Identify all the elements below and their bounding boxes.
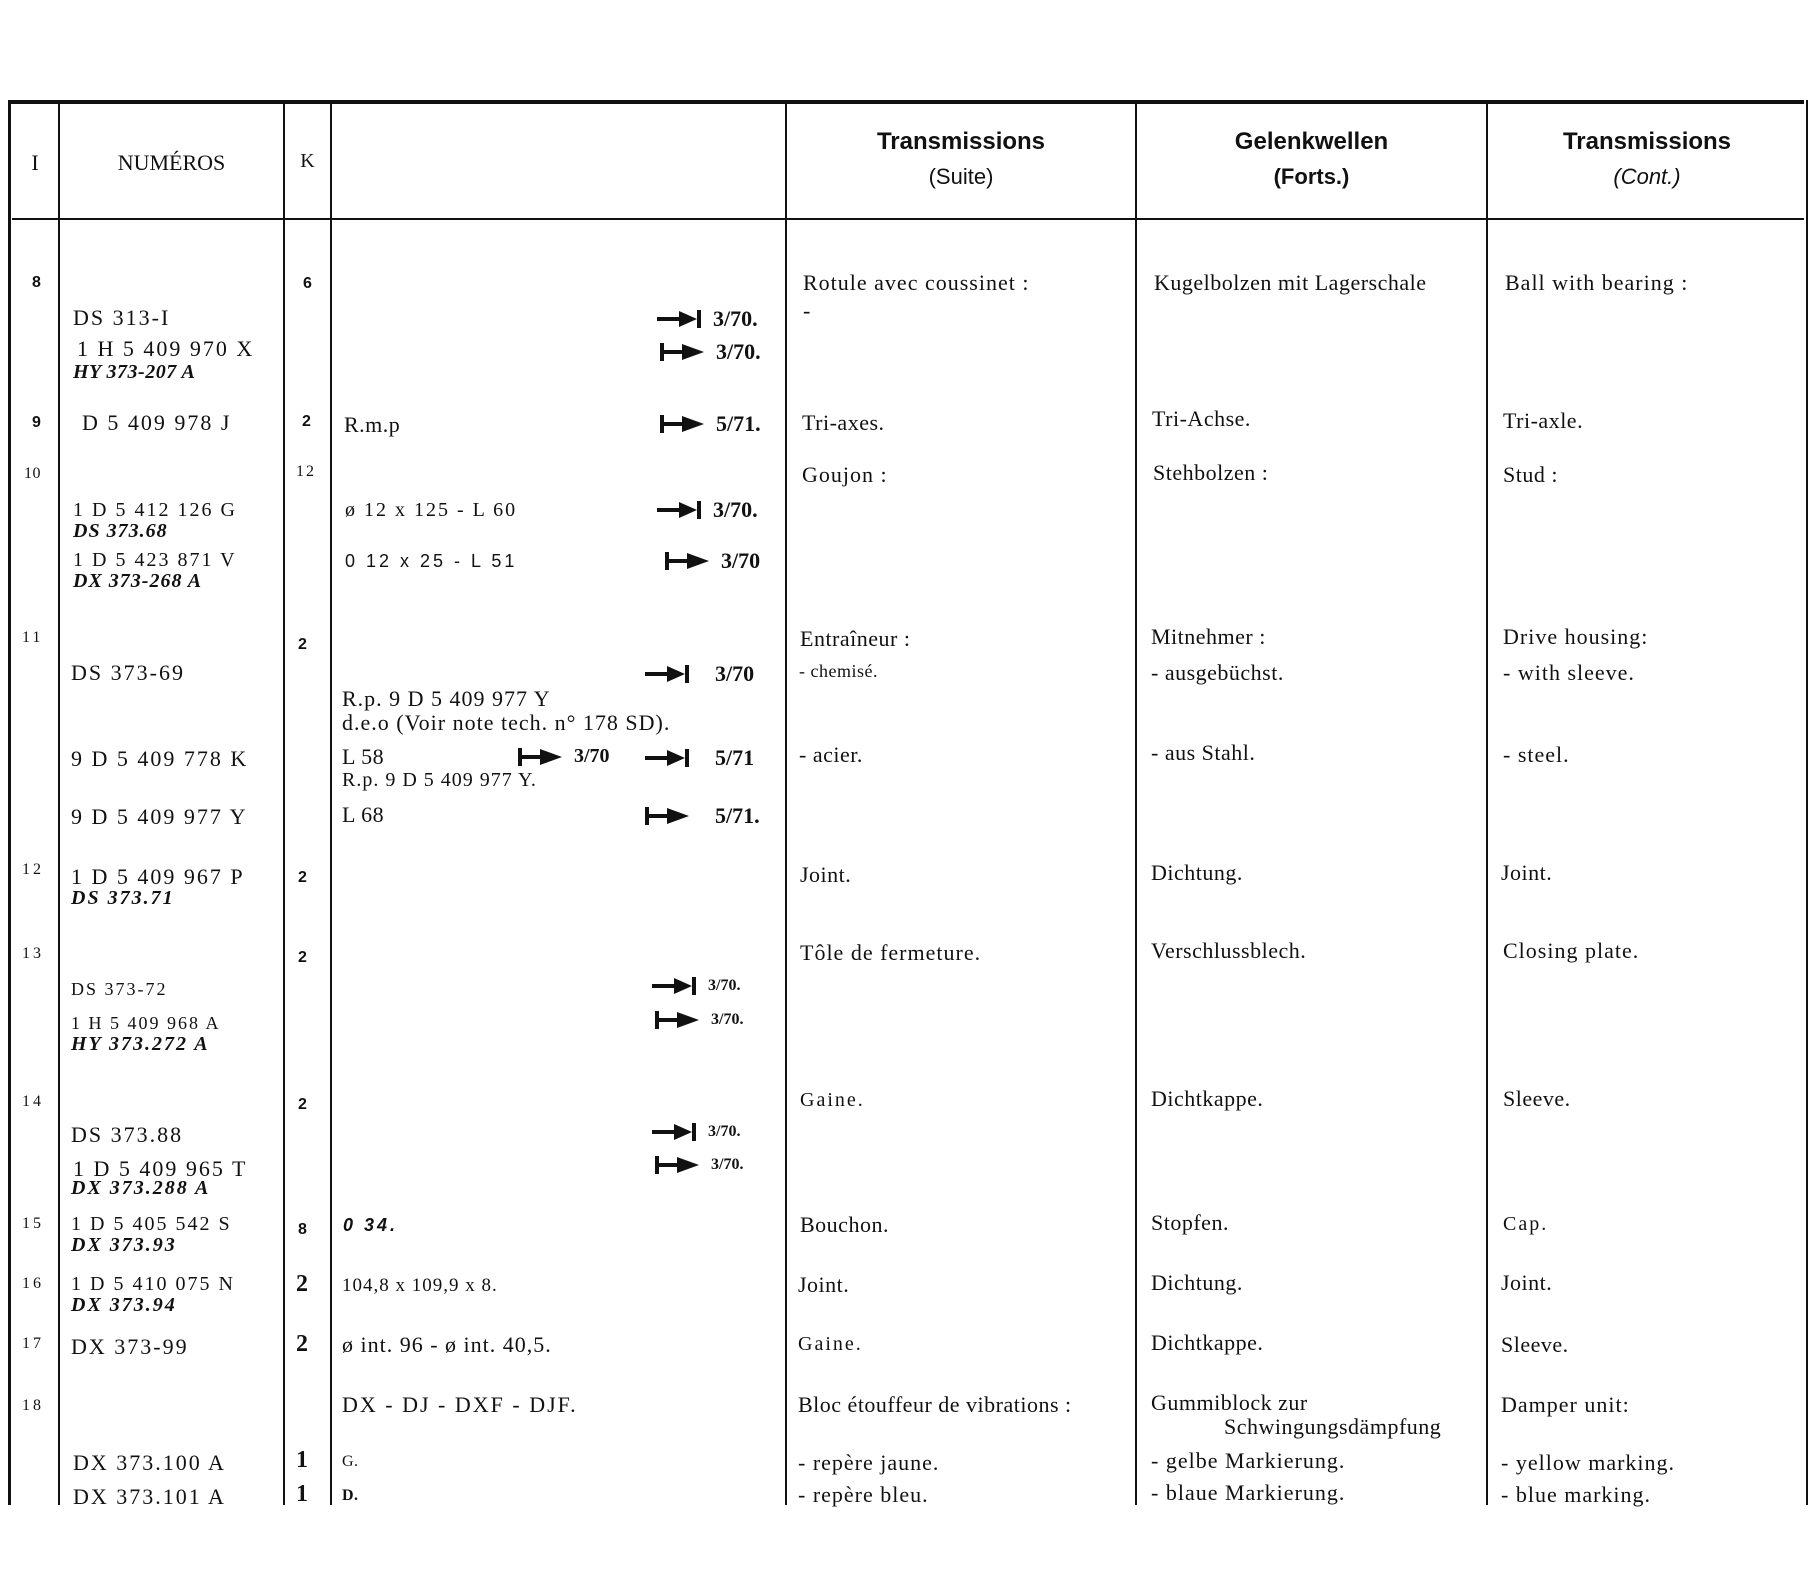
validity-mark: 3/70.	[655, 1155, 743, 1175]
header-en-title: Transmissions	[1562, 128, 1732, 155]
validity-mark: 3/70	[518, 745, 610, 768]
desc-fr: Tôle de fermeture.	[800, 940, 982, 965]
validity-mark: 3/70.	[655, 1010, 743, 1030]
desc-de: Kugelbolzen mit Lagerschale	[1154, 270, 1427, 295]
header-numbers: NUMÉROS	[117, 150, 226, 175]
row-index: 12	[22, 861, 44, 878]
desc-fr: Joint.	[798, 1272, 850, 1297]
col-divider-4	[785, 100, 787, 1505]
part-number: 1 D 5 412 126 G	[73, 499, 237, 521]
header-en-sub: (Cont.)	[1613, 164, 1681, 189]
row-index: 13	[22, 945, 44, 962]
desc-de-sub: - gelbe Markierung.	[1151, 1448, 1346, 1473]
part-number: DX 373.93	[71, 1234, 177, 1256]
item-remark: R.p. 9 D 5 409 977 Y.	[342, 769, 537, 791]
desc-fr: Rotule avec coussinet :	[803, 270, 1030, 295]
part-number: DX 373.288 A	[71, 1177, 211, 1199]
part-number: DS 373.71	[71, 887, 175, 909]
part-number: DS 373-69	[71, 660, 185, 685]
header-bottom-rule	[12, 218, 1804, 220]
part-number: 1 D 5 409 965 T	[73, 1156, 248, 1181]
header-fr-title: Transmissions	[876, 128, 1046, 155]
part-number: DX 373.94	[71, 1294, 177, 1316]
desc-fr: Joint.	[800, 862, 852, 887]
arrow-out-icon	[665, 551, 711, 571]
desc-de-sub: - blaue Markierung.	[1151, 1480, 1346, 1505]
desc-fr: Gaine.	[798, 1333, 863, 1355]
row-index: 14	[22, 1093, 44, 1110]
validity-mark: 3/70.	[657, 306, 758, 332]
header-fr-sub: (Suite)	[928, 164, 994, 189]
validity-mark: 3/70.	[652, 1122, 740, 1142]
part-number: 9 D 5 409 778 K	[71, 746, 249, 771]
row-qty: 12	[296, 463, 316, 480]
row-index: 16	[22, 1275, 44, 1292]
validity-mark: 5/71	[645, 745, 754, 771]
part-number: DX 373-268 A	[73, 570, 203, 592]
desc-fr: Goujon :	[802, 462, 888, 487]
desc-fr-sub: - acier.	[799, 742, 863, 767]
part-number: DX 373.100 A	[73, 1450, 226, 1475]
desc-en: Closing plate.	[1503, 938, 1640, 963]
desc-de: Dichtung.	[1151, 1270, 1243, 1295]
validity-mark: 3/70.	[657, 497, 758, 523]
desc-fr: Tri-axes.	[802, 410, 885, 435]
arrow-in-icon	[657, 500, 703, 520]
desc-fr: Entraîneur :	[800, 626, 911, 651]
row-qty: 2	[298, 636, 308, 653]
arrow-out-icon	[660, 414, 706, 434]
row-index: 11	[22, 629, 44, 646]
part-number: D 5 409 978 J	[82, 410, 232, 435]
desc-en: Tri-axle.	[1503, 408, 1584, 433]
table-top-rule	[8, 100, 1804, 104]
desc-en-sub: - steel.	[1503, 742, 1570, 767]
arrow-out-icon	[645, 806, 691, 826]
item-remark: DX - DJ - DXF - DJF.	[342, 1392, 578, 1417]
validity-mark: 5/71.	[645, 803, 760, 829]
desc-de-cont: Schwingungsdämpfung	[1224, 1414, 1442, 1439]
desc-de: Verschlussblech.	[1151, 938, 1307, 963]
item-spec: 0 12 x 25 - L 51	[345, 551, 518, 571]
validity-mark: 3/70.	[660, 339, 761, 365]
row-qty: 2	[298, 1096, 308, 1113]
part-number: HY 373-207 A	[73, 361, 196, 383]
part-number: DS 373-72	[71, 979, 168, 999]
desc-en: Joint.	[1501, 1270, 1553, 1295]
desc-de: Dichtung.	[1151, 860, 1243, 885]
desc-en: Damper unit:	[1501, 1392, 1630, 1417]
desc-de: Mitnehmer :	[1151, 624, 1266, 649]
arrow-out-icon	[655, 1010, 701, 1030]
part-number: 1 D 5 409 967 P	[71, 864, 245, 889]
col-divider-7	[1806, 100, 1808, 1505]
part-number: DS 313-I	[73, 305, 171, 330]
desc-fr: Gaine.	[800, 1089, 865, 1111]
row-qty: 1	[296, 1481, 309, 1507]
desc-fr-sub: - repère bleu.	[798, 1482, 929, 1507]
row-index: 9	[32, 414, 42, 431]
row-index: 8	[32, 274, 42, 291]
desc-fr-sub: - repère jaune.	[798, 1450, 940, 1475]
desc-en: Stud :	[1503, 462, 1558, 487]
row-qty: 2	[298, 869, 308, 886]
row-index: 18	[22, 1397, 44, 1414]
header-de-sub: (Forts.)	[1273, 164, 1350, 189]
row-index: 15	[22, 1215, 44, 1232]
part-number: HY 373.272 A	[71, 1033, 210, 1055]
validity-mark: 5/71.	[660, 411, 761, 437]
desc-en-sub: - yellow marking.	[1501, 1450, 1676, 1475]
row-qty: 2	[296, 1331, 309, 1357]
col-divider-0	[8, 100, 11, 1505]
desc-de: Tri-Achse.	[1152, 406, 1251, 431]
part-number: 1 D 5 405 542 S	[71, 1213, 232, 1235]
desc-de: Dichtkappe.	[1151, 1086, 1264, 1111]
item-spec: ø int. 96 - ø int. 40,5.	[342, 1332, 552, 1357]
item-spec: ø 12 x 125 - L 60	[345, 499, 518, 521]
row-qty: 6	[303, 275, 313, 292]
desc-en-sub: - blue marking.	[1501, 1482, 1652, 1507]
item-spec: L 58	[342, 744, 385, 769]
part-number: DX 373-99	[71, 1334, 189, 1359]
col-divider-5	[1135, 100, 1137, 1505]
desc-de: Dichtkappe.	[1151, 1330, 1264, 1355]
row-index: 17	[22, 1335, 44, 1352]
arrow-out-icon	[655, 1155, 701, 1175]
col-divider-2	[283, 100, 285, 1505]
item-side: G.	[342, 1453, 359, 1470]
part-number: 1 D 5 423 871 V	[73, 549, 237, 571]
item-remark: d.e.o (Voir note tech. n° 178 SD).	[342, 710, 671, 735]
validity-mark: 3/70.	[652, 976, 740, 996]
desc-en: Drive housing:	[1503, 624, 1649, 649]
desc-fr: Bouchon.	[800, 1212, 889, 1237]
part-number: DX 373.101 A	[73, 1484, 226, 1509]
item-side: D.	[342, 1487, 359, 1504]
part-number: DS 373.68	[73, 520, 168, 542]
header-qty: K	[300, 150, 315, 172]
desc-de-sub: - ausgebüchst.	[1151, 660, 1284, 685]
desc-en-sub: - with sleeve.	[1503, 660, 1635, 685]
row-index: 10	[24, 465, 41, 482]
row-qty: 2	[296, 1271, 309, 1297]
part-number: 1 H 5 409 970 X	[77, 336, 255, 361]
part-number: 1 D 5 410 075 N	[71, 1273, 235, 1295]
header-de-title: Gelenkwellen	[1234, 128, 1389, 155]
desc-de: Stehbolzen :	[1153, 460, 1269, 485]
desc-de-sub: - aus Stahl.	[1151, 740, 1256, 765]
part-number: DS 373.88	[71, 1122, 184, 1147]
part-number: 9 D 5 409 977 Y	[71, 804, 248, 829]
arrow-in-icon	[645, 748, 691, 768]
desc-de: Stopfen.	[1151, 1210, 1229, 1235]
item-spec: 104,8 x 109,9 x 8.	[342, 1275, 498, 1296]
part-number: 1 H 5 409 968 A	[71, 1013, 221, 1033]
row-qty: 1	[296, 1447, 309, 1473]
header-index: I	[31, 150, 39, 175]
arrow-out-icon	[660, 342, 706, 362]
desc-fr: Bloc étouffeur de vibrations :	[798, 1392, 1072, 1417]
desc-fr-sub: - chemisé.	[799, 661, 878, 681]
arrow-in-icon	[652, 1122, 698, 1142]
row-qty: 2	[302, 413, 312, 430]
col-divider-1	[58, 100, 60, 1505]
desc-en: Ball with bearing :	[1505, 270, 1689, 295]
arrow-out-icon	[518, 747, 564, 767]
item-spec: 0 34.	[343, 1215, 399, 1235]
col-divider-6	[1486, 100, 1488, 1505]
validity-mark: 3/70	[645, 661, 754, 687]
validity-mark: 3/70	[665, 548, 760, 574]
item-spec: L 68	[342, 802, 385, 827]
item-remark: R.m.p	[344, 412, 401, 437]
row-qty: 8	[298, 1221, 308, 1238]
item-remark: R.p. 9 D 5 409 977 Y	[342, 686, 551, 711]
desc-fr-dash: -	[803, 298, 811, 323]
desc-en: Sleeve.	[1503, 1086, 1571, 1111]
col-divider-3	[330, 100, 332, 1505]
desc-de: Gummiblock zur	[1151, 1390, 1308, 1415]
desc-en: Cap.	[1503, 1213, 1549, 1235]
row-qty: 2	[298, 949, 308, 966]
desc-en: Sleeve.	[1501, 1332, 1569, 1357]
arrow-in-icon	[652, 976, 698, 996]
arrow-in-icon	[657, 309, 703, 329]
desc-en: Joint.	[1501, 860, 1553, 885]
arrow-in-icon	[645, 664, 691, 684]
